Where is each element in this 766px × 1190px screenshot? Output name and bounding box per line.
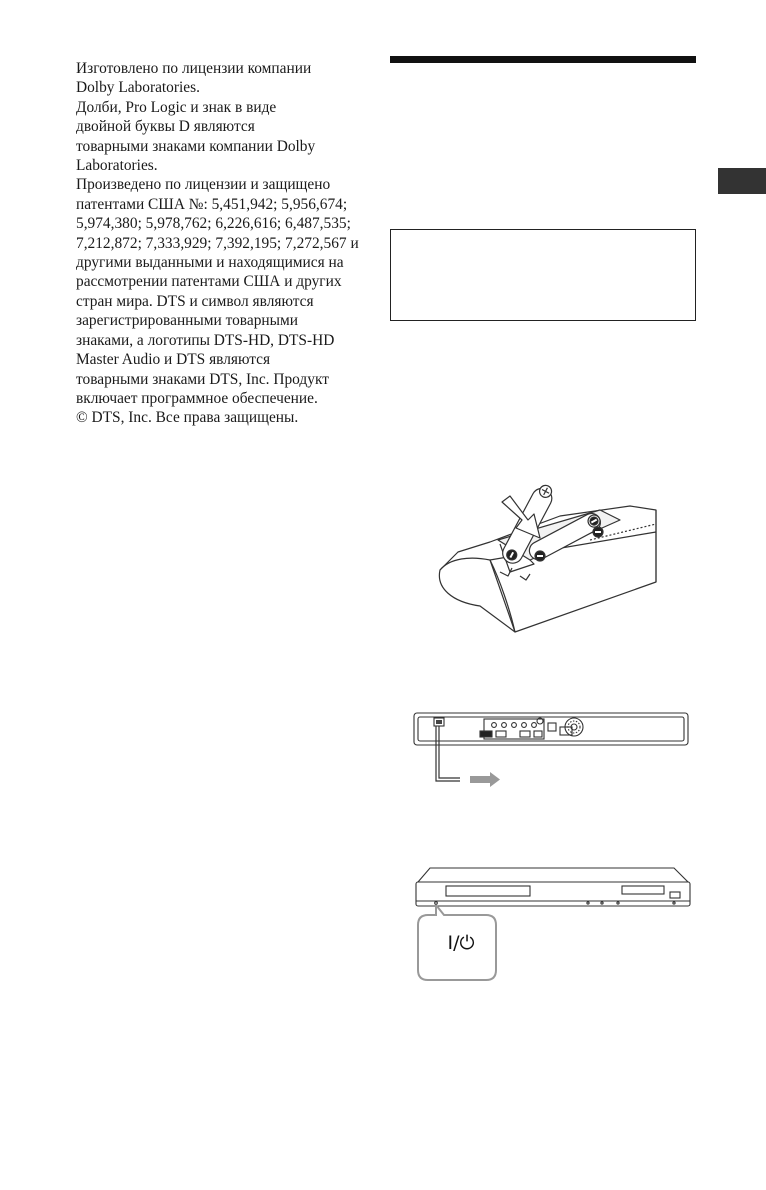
license-line: товарными знаками DTS, Inc. Продукт [76,370,329,388]
front-panel-illustration [412,860,694,985]
section-rule [390,56,696,63]
license-line: знаками, а логотипы DTS-HD, DTS-HD [76,331,335,349]
license-line: зарегистрированными товарными [76,312,298,330]
license-line: рассмотрении патентами США и других [76,273,342,291]
license-line: 7,212,872; 7,333,929; 7,392,195; 7,272,567 и [76,234,359,252]
chapter-tab [718,168,766,194]
remote-battery-illustration [430,480,660,635]
license-line: товарными знаками компании Dolby [76,137,316,155]
license-line: стран мира. DTS и символ являются [76,292,314,310]
license-line: Изготовлено по лицензии компании [76,60,312,77]
license-line: патентами США №: 5,451,942; 5,956,674; [76,195,348,213]
license-line: Произведено по лицензии и защищено [76,176,331,194]
license-line: 5,974,380; 5,978,762; 6,226,616; 6,487,535; [76,215,351,233]
license-line: включает программное обеспечение. [76,389,318,407]
license-line: Master Audio и DTS являются [76,351,271,369]
license-line: Долби, Pro Logic и знак в виде [76,98,277,116]
license-line: Laboratories. [76,157,158,175]
note-box [390,229,696,321]
license-line: © DTS, Inc. Все права защищены. [76,409,299,427]
power-button-label: I/⏻ [447,932,475,954]
license-line: другими выданными и находящимися на [76,254,344,272]
license-line: Dolby Laboratories. [76,79,200,97]
license-notice [76,59,366,428]
rear-panel-illustration [412,705,692,790]
license-line: двойной буквы D являются [76,118,255,136]
